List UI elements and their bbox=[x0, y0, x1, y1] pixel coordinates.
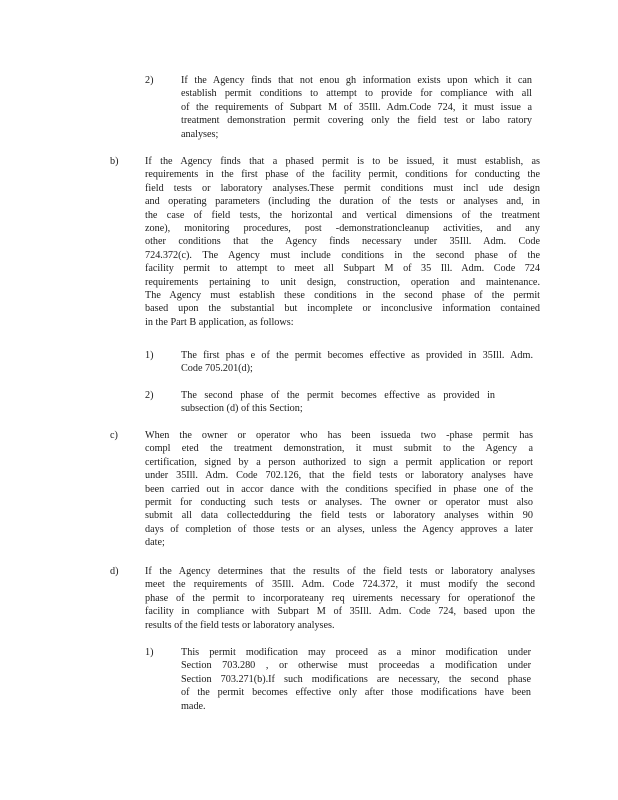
list-label: b) bbox=[110, 156, 119, 167]
paragraph-text bbox=[145, 155, 540, 329]
text-line: based upon the substantial but incomplete or inconclusive information contained bbox=[145, 303, 540, 315]
list-label: 2) bbox=[145, 390, 154, 401]
text-line: submit all data collectedduring the field tests or laboratory analyses within 90 bbox=[145, 510, 533, 522]
list-label: c) bbox=[110, 430, 118, 441]
paragraph-text bbox=[145, 565, 535, 632]
text-line: date; bbox=[145, 537, 165, 549]
text-line: If the Agency determines that the results of the field tests or laboratory analyses bbox=[145, 566, 535, 577]
list-label: 1) bbox=[145, 647, 154, 658]
text-line: in the Part B application, as follows: bbox=[145, 316, 294, 328]
text-line: other conditions that the Agency finds necessary under 35Ill. Adm. Code bbox=[145, 236, 540, 248]
text-line: made. bbox=[181, 700, 206, 712]
text-line: If the Agency finds that not enou gh information exists upon which it can bbox=[181, 75, 532, 86]
text-line: Section 703.280 , or otherwise must proceedas a modification under bbox=[181, 660, 531, 672]
text-line: requirements in the first phase of the facility permit, conditions for conducting the bbox=[145, 169, 540, 181]
paragraph-text bbox=[145, 429, 533, 550]
text-line: When the owner or operator who has been issueda two -phase permit has bbox=[145, 430, 533, 441]
paragraph-text bbox=[181, 389, 495, 416]
text-line: zone), monitoring procedures, post -demonstrationcleanup activities, and any bbox=[145, 223, 540, 235]
text-line: analyses; bbox=[181, 128, 219, 140]
text-line: The first phas e of the permit becomes effective as provided in 35Ill. Adm. bbox=[181, 350, 533, 361]
text-line: compl eted the treatment demonstration, it must submit to the Agency a bbox=[145, 443, 533, 455]
text-line: under 35Ill. Adm. Code 702.126, that the field tests or laboratory analyses have bbox=[145, 470, 533, 482]
text-line: subsection (d) of this Section; bbox=[181, 403, 303, 415]
list-label: 1) bbox=[145, 350, 154, 361]
list-label: 2) bbox=[145, 75, 154, 86]
text-line: the case of field tests, the horizontal and vertical dimensions of the treatment bbox=[145, 209, 540, 221]
list-label: d) bbox=[110, 566, 119, 577]
paragraph-text bbox=[181, 349, 533, 376]
text-line: of the permit becomes effective only after those modifications have been bbox=[181, 687, 531, 699]
paragraph-text bbox=[181, 646, 531, 713]
text-line: phase of the permit to incorporateany req uirements necessary for operationof the bbox=[145, 592, 535, 604]
paragraph-text bbox=[181, 74, 532, 141]
text-line: results of the field tests or laboratory analyses. bbox=[145, 619, 335, 631]
text-line: requirements pertaining to unit design, construction, operation and maintenance. bbox=[145, 276, 540, 288]
text-line: facility permit to attempt to meet all Subpart M of 35 Ill. Adm. Code 724 bbox=[145, 263, 540, 275]
text-line: meet the requirements of 35Ill. Adm. Code 724.372, it must modify the second bbox=[145, 579, 535, 591]
text-line: and operating parameters (including the duration of the tests or analyses and, in bbox=[145, 196, 540, 208]
text-line: Section 703.271(b).If such modifications are necessary, the second phase bbox=[181, 673, 531, 685]
text-line: treatment demonstration permit covering only the field test or labo ratory bbox=[181, 115, 532, 127]
text-line: If the Agency finds that a phased permit is to be issued, it must establish, as bbox=[145, 156, 540, 167]
text-line: of the requirements of Subpart M of 35Ill. Adm.Code 724, it must issue a bbox=[181, 101, 532, 113]
text-line: The second phase of the permit becomes effective as provided in bbox=[181, 390, 495, 401]
text-line: The Agency must establish these conditions in the second phase of the permit bbox=[145, 290, 540, 302]
text-line: field tests or laboratory analyses.These permit conditions must incl ude design bbox=[145, 182, 540, 194]
text-line: establish permit conditions to attempt to provide for compliance with all bbox=[181, 88, 532, 100]
text-line: Code 705.201(d); bbox=[181, 363, 253, 375]
text-line: permit for conducting such tests or analyses. The owner or operator must also bbox=[145, 497, 533, 509]
text-line: days of completion of those tests or an alyses, unless the Agency approves a later bbox=[145, 523, 533, 535]
text-line: certification, signed by a person authorized to sign a permit application or report bbox=[145, 456, 533, 468]
text-line: This permit modification may proceed as a minor modification under bbox=[181, 647, 531, 658]
text-line: been carried out in accor dance with the conditions specified in phase one of the bbox=[145, 483, 533, 495]
text-line: 724.372(c). The Agency must include conditions in the second phase of the bbox=[145, 249, 540, 261]
text-line: facility in compliance with Subpart M of 35Ill. Adm. Code 724, based upon the bbox=[145, 606, 535, 618]
